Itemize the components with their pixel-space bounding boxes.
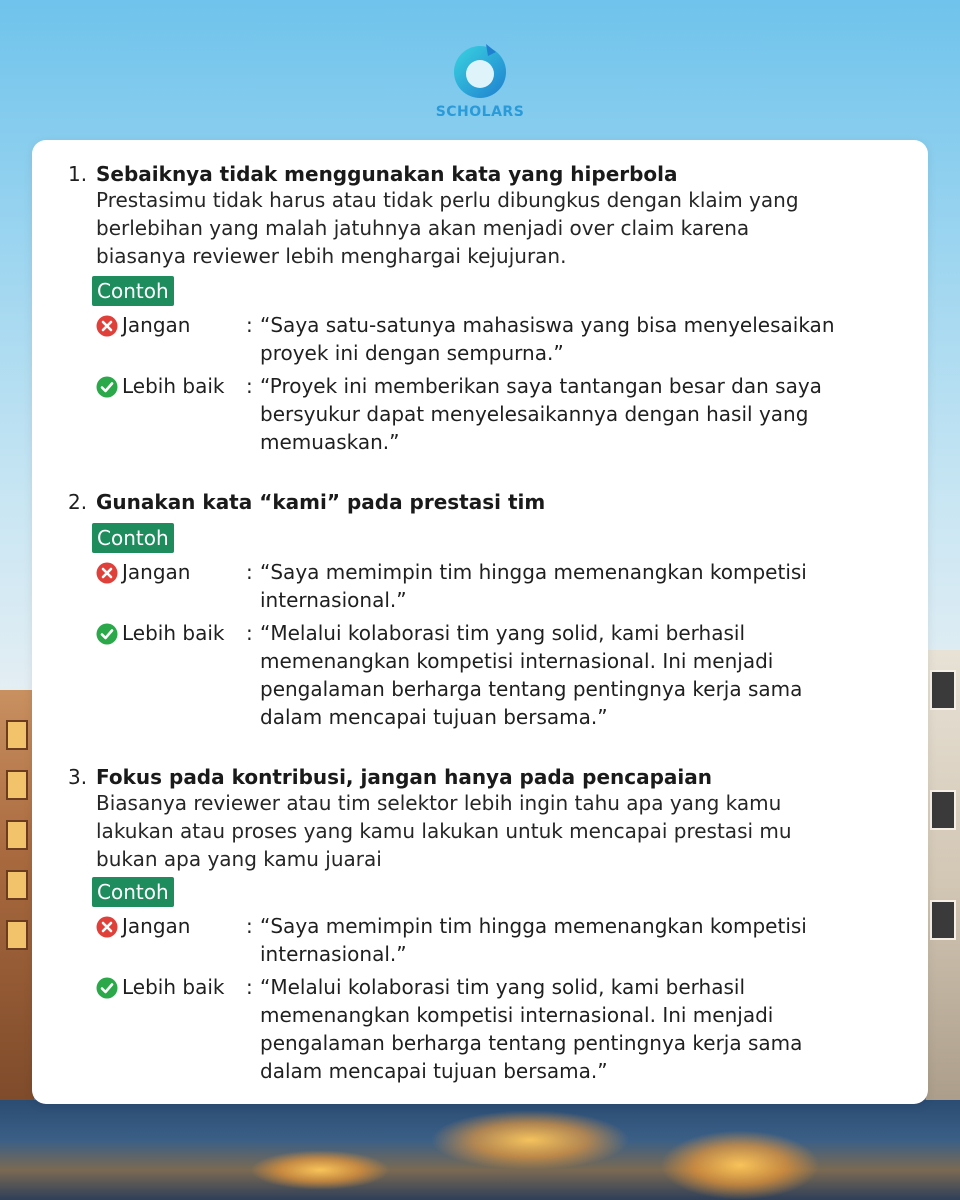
example-badge: Contoh [92,523,174,553]
right-building-image [926,650,960,1120]
cross-icon [96,562,118,584]
bad-example-label: Jangan [122,313,191,337]
tip-desc-line: biasanya reviewer lebih menghargai kejujuran. [96,244,567,268]
bad-example-label: Jangan [122,914,191,938]
tip-desc-line: lakukan atau proses yang kamu lakukan untuk mencapai prestasi mu [96,819,792,843]
bad-example-line: internasional.” [260,942,407,966]
good-example-label: Lebih baik [122,374,225,398]
good-example-line: “Proyek ini memberikan saya tantangan besar dan saya [260,374,822,398]
good-example-line: “Melalui kolaborasi tim yang solid, kami berhasil [260,975,745,999]
bad-example-line: “Saya memimpin tim hingga memenangkan kompetisi [260,560,807,584]
colon: : [246,313,253,337]
tip-desc-line: Prestasimu tidak harus atau tidak perlu dibungkus dengan klaim yang [96,188,799,212]
colon: : [246,914,253,938]
tip-desc-line: bukan apa yang kamu juarai [96,847,382,871]
bad-example-line: “Saya memimpin tim hingga memenangkan kompetisi [260,914,807,938]
tip-title: Fokus pada kontribusi, jangan hanya pada pencapaian [96,765,713,789]
good-example-line: bersyukur dapat menyelesaikannya dengan hasil yang [260,402,809,426]
bad-example-label: Jangan [122,560,191,584]
scholars-logo-icon [448,38,512,102]
good-example-line: memenangkan kompetisi internasional. Ini menjadi [260,1003,774,1027]
content-card [32,140,928,1104]
check-icon [96,376,118,398]
left-building-image [0,690,34,1110]
example-badge: Contoh [92,877,174,907]
tip-title: Gunakan kata “kami” pada prestasi tim [96,490,546,514]
scholars-logo [430,38,530,128]
tip-number: 3. [68,765,88,789]
good-example-line: dalam mencapai tujuan bersama.” [260,1059,608,1083]
tip-title: Sebaiknya tidak menggunakan kata yang hiperbola [96,162,678,186]
cross-icon [96,315,118,337]
colon: : [246,374,253,398]
example-badge: Contoh [92,276,174,306]
good-example-line: memenangkan kompetisi internasional. Ini menjadi [260,649,774,673]
good-example-line: dalam mencapai tujuan bersama.” [260,705,608,729]
good-example-line: memuaskan.” [260,430,400,454]
bad-example-line: “Saya satu-satunya mahasiswa yang bisa menyelesaikan [260,313,835,337]
tip-number: 1. [68,162,88,186]
colon: : [246,560,253,584]
good-example-line: pengalaman berharga tentang pentingnya kerja sama [260,1031,803,1055]
good-example-line: pengalaman berharga tentang pentingnya kerja sama [260,677,803,701]
logo-wordmark: SCHOLARS [435,104,525,120]
bad-example-line: internasional.” [260,588,407,612]
check-icon [96,977,118,999]
good-example-label: Lebih baik [122,621,225,645]
tip-desc-line: berlebihan yang malah jatuhnya akan menjadi over claim karena [96,216,750,240]
good-example-line: “Melalui kolaborasi tim yang solid, kami berhasil [260,621,745,645]
check-icon [96,623,118,645]
canal-water-image [0,1100,960,1200]
tip-number: 2. [68,490,88,514]
tip-desc-line: Biasanya reviewer atau tim selektor lebih ingin tahu apa yang kamu [96,791,782,815]
cross-icon [96,916,118,938]
colon: : [246,975,253,999]
colon: : [246,621,253,645]
good-example-label: Lebih baik [122,975,225,999]
bad-example-line: proyek ini dengan sempurna.” [260,341,564,365]
